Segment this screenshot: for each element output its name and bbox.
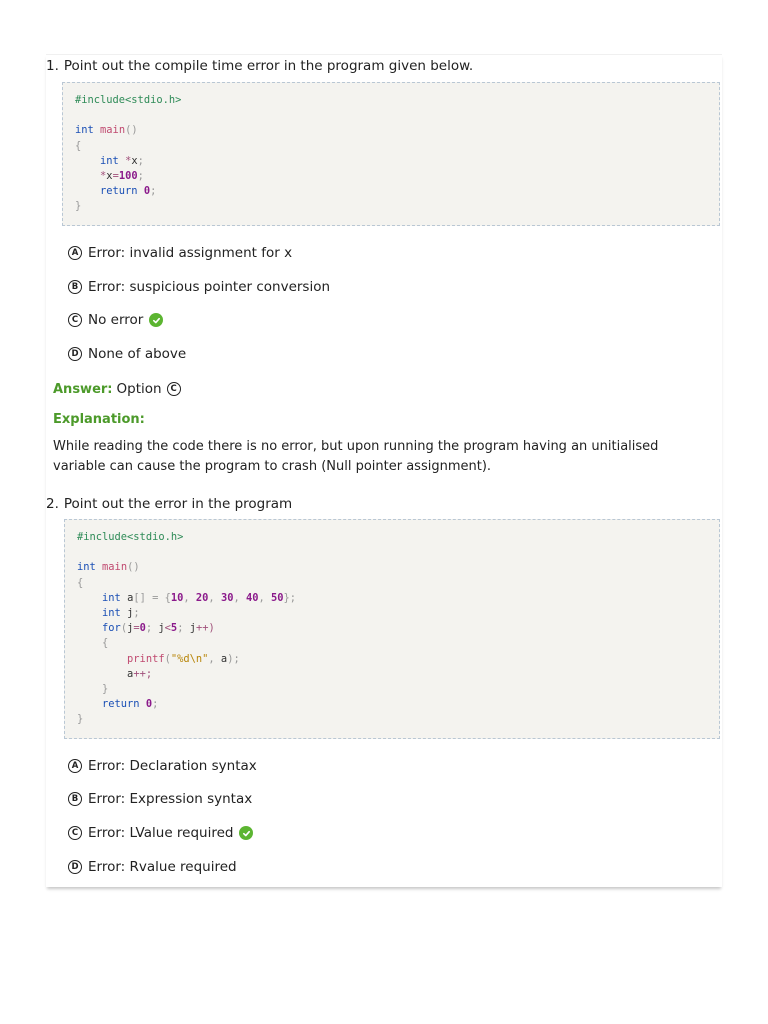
code-token: ; — [145, 622, 159, 635]
answer-text: Option — [116, 381, 162, 397]
code-token: , — [233, 591, 246, 604]
code-token: * — [100, 169, 107, 182]
code-line — [75, 184, 719, 199]
code-token: , — [258, 591, 271, 604]
q2-option-b-text: Error: Expression syntax — [88, 791, 253, 807]
code-token: int — [75, 124, 94, 137]
code-token: #include<stdio.h> — [75, 94, 182, 106]
code-token: } — [102, 682, 109, 695]
answer-label: Answer: — [53, 381, 113, 397]
code-token: * — [125, 154, 132, 167]
code-token: = — [133, 622, 140, 635]
q1-code-block — [62, 82, 720, 226]
code-token: for — [102, 622, 121, 635]
code-token: x — [131, 154, 138, 167]
code-token: < — [164, 622, 171, 635]
code-token: return — [100, 185, 138, 198]
code-token: ; — [177, 622, 190, 635]
check-circle-icon — [239, 826, 253, 840]
code-token: { — [102, 637, 109, 650]
code-line — [77, 530, 719, 545]
q1-option-a-text: Error: invalid assignment for x — [88, 245, 293, 261]
code-token: () — [127, 561, 140, 574]
code-line — [77, 545, 719, 560]
code-token: int — [102, 591, 121, 604]
q1-option-a[interactable] — [68, 243, 292, 263]
q1-option-b[interactable] — [68, 277, 330, 297]
option-a-badge: A — [68, 759, 82, 773]
option-d-badge: D — [68, 347, 82, 361]
q2-option-b[interactable] — [68, 789, 252, 809]
q1-number: 1. — [46, 58, 59, 74]
code-token: ( — [164, 652, 171, 665]
code-token: { — [75, 139, 82, 152]
explanation-label: Explanation: — [53, 412, 145, 427]
q2-code-block — [64, 519, 720, 739]
code-token: ( — [120, 622, 128, 635]
code-line — [77, 621, 719, 636]
code-line — [75, 108, 719, 123]
q1-title-text: Point out the compile time error in the program given below. — [63, 58, 474, 74]
option-b-badge: B — [68, 280, 82, 294]
code-token — [77, 668, 127, 680]
code-token: 0 — [139, 622, 146, 635]
code-line — [75, 154, 719, 169]
code-token: j — [120, 606, 134, 619]
code-token: a — [220, 652, 228, 665]
code-token: printf — [127, 652, 165, 665]
code-token: 40 — [245, 591, 259, 604]
check-circle-icon — [149, 313, 163, 327]
code-token: [] = { — [133, 591, 171, 604]
code-token: ; — [133, 606, 140, 619]
option-c-badge: C — [68, 313, 82, 327]
code-token — [77, 622, 102, 634]
code-token: , — [183, 591, 196, 604]
explanation-text: While reading the code there is no error, but upon running the program having an unitialised variable can cause the program to crash (Null pointer assignment). — [53, 439, 659, 474]
code-token: } — [75, 200, 82, 213]
q2-option-d[interactable] — [68, 857, 237, 877]
q2-title-text: Point out the error in the program — [63, 496, 293, 512]
code-line — [77, 606, 719, 621]
code-line — [77, 560, 719, 575]
option-c-badge: C — [68, 826, 82, 840]
q1-option-d[interactable] — [68, 344, 186, 364]
code-token: ; — [137, 154, 144, 167]
code-line — [75, 169, 719, 184]
code-line — [75, 139, 719, 154]
code-token: main — [100, 124, 126, 137]
q2-option-a[interactable] — [68, 756, 257, 776]
code-token: "%d\n" — [170, 652, 209, 665]
code-line — [75, 123, 719, 138]
code-token: ; — [152, 698, 159, 711]
q1-option-b-text: Error: suspicious pointer conversion — [88, 279, 331, 295]
code-token: 20 — [195, 591, 209, 604]
code-token: a — [120, 591, 134, 604]
code-line — [75, 199, 719, 214]
code-token: { — [77, 576, 84, 589]
code-token: ; — [150, 185, 157, 198]
code-token: 0 — [145, 698, 153, 711]
code-token — [77, 637, 102, 649]
code-token: 0 — [143, 185, 151, 198]
code-token: } — [77, 713, 84, 726]
code-line — [77, 576, 719, 591]
q1-title — [46, 58, 473, 74]
code-line — [77, 591, 719, 606]
code-line — [77, 697, 719, 712]
code-token: ); — [227, 652, 240, 665]
code-line — [77, 652, 719, 667]
code-token: return — [102, 698, 140, 711]
code-token — [75, 170, 100, 182]
code-token: () — [125, 124, 138, 137]
code-token: = — [112, 169, 119, 182]
code-token: x — [106, 169, 113, 182]
option-a-badge: A — [68, 246, 82, 260]
code-token: 10 — [170, 591, 184, 604]
code-line — [75, 93, 719, 108]
code-token: int — [77, 561, 96, 574]
code-token: int — [100, 154, 119, 167]
code-line — [77, 682, 719, 697]
q2-option-d-text: Error: Rvalue required — [88, 859, 237, 875]
code-token — [77, 592, 102, 604]
code-token: , — [208, 652, 221, 665]
code-token: , — [208, 591, 221, 604]
code-token: int — [102, 606, 121, 619]
code-line — [77, 636, 719, 651]
code-token — [75, 155, 100, 167]
code-token: main — [102, 561, 128, 574]
q2-option-a-text: Error: Declaration syntax — [88, 758, 257, 774]
code-token: 5 — [170, 622, 178, 635]
code-token — [77, 607, 102, 619]
q2-option-c-text: Error: LValue required — [88, 825, 234, 841]
q1-option-d-text: None of above — [88, 346, 187, 362]
q1-option-c[interactable] — [68, 310, 163, 330]
option-b-badge: B — [68, 792, 82, 806]
q2-number: 2. — [46, 496, 59, 512]
code-line — [77, 712, 719, 727]
q1-answer — [53, 381, 181, 397]
code-token: j — [158, 622, 165, 635]
code-token: j — [189, 622, 196, 635]
code-token: a — [127, 667, 134, 680]
q1-option-c-text: No error — [88, 312, 144, 328]
code-token: ++) — [195, 622, 215, 635]
code-token: 100 — [118, 169, 138, 182]
code-token: 50 — [271, 591, 284, 604]
code-token: j — [127, 622, 134, 635]
q2-option-c[interactable] — [68, 823, 253, 843]
code-token: #include<stdio.h> — [77, 531, 184, 543]
code-token: }; — [283, 591, 297, 604]
code-line — [77, 667, 719, 682]
option-d-badge: D — [68, 860, 82, 874]
code-token — [77, 653, 127, 665]
code-token: ++; — [133, 667, 153, 680]
code-token: ; — [137, 169, 144, 182]
code-token — [77, 698, 102, 710]
code-token — [75, 185, 100, 197]
answer-badge: C — [167, 382, 181, 396]
code-token: 30 — [220, 591, 234, 604]
code-token — [77, 683, 102, 695]
q2-title — [46, 496, 292, 512]
